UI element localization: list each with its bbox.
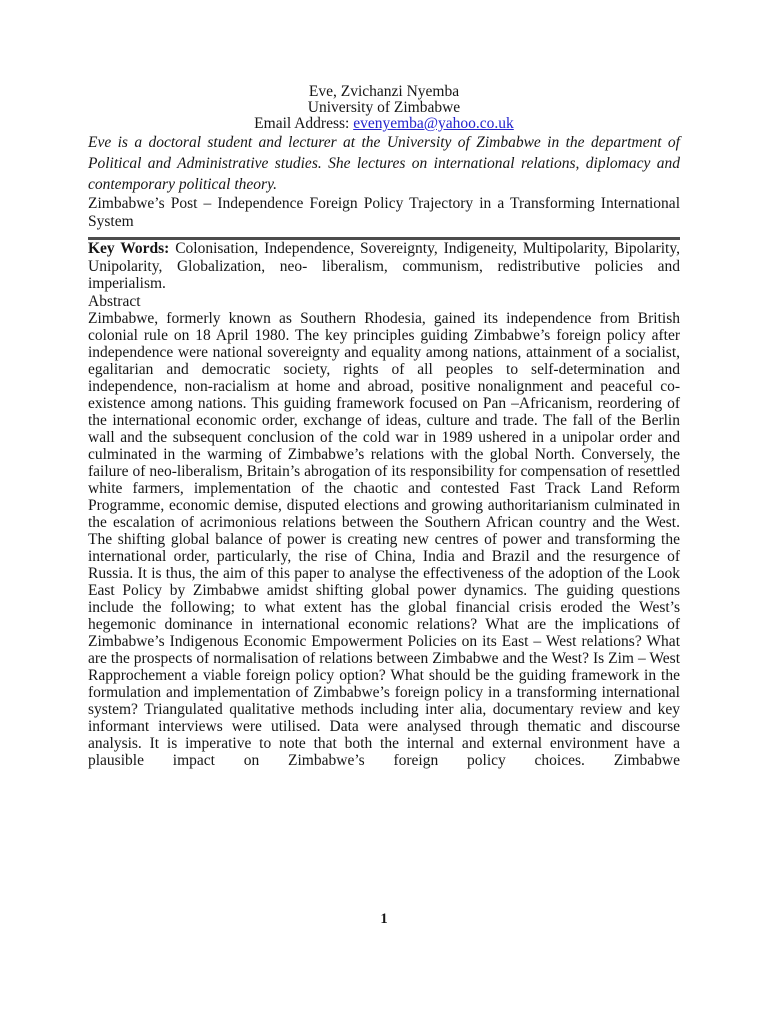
author-line: Eve, Zvichanzi Nyemba bbox=[308, 83, 460, 100]
keywords-label: Key Words: bbox=[88, 240, 176, 257]
keywords-text: Colonisation, Independence, Sovereignty, Indigeneity, Multipolarity, Bipolarity, Unipolarity, Globalization, neo- liberalism, communism, redistributive policies and imperialism. bbox=[88, 240, 680, 292]
author-bio: Eve is a doctoral student and lecturer at the University of Zimbabwe in the department of Political and Administrative studies. She lectures on international relations, diplomacy and contemporary political theory. bbox=[88, 134, 680, 193]
email-line bbox=[88, 116, 680, 132]
page-number: 1 bbox=[380, 911, 388, 927]
paper-title: Zimbabwe’s Post – Independence Foreign Policy Trajectory in a Transforming International System bbox=[88, 195, 680, 240]
abstract-paragraph: Zimbabwe, formerly known as Southern Rhodesia, gained its independence from British colonial rule on 18 April 1980. The key principles guiding Zimbabwe’s foreign policy after independence were national sovereignty and equality among nations, attainment of a socialist, egalitarian and democratic society, rights of all peoples to self-determination and independence, non-racialism at home and abroad, positive nonalignment and peaceful co-existence among nations. This guiding framework focused on Pan –Africanism, reordering of the international economic order, exchange of ideas, culture and trade. The fall of the Berlin wall and the subsequent conclusion of the cold war in 1989 ushered in a unipolar order and culminated in the warming of Zimbabwe’s relations with the global North. Conversely, the failure of neo-liberalism, Britain’s abrogation of its responsibility for compensation of resettled white farmers, implementation of the chaotic and contested Fast Track Land Reform Programme, economic demise, disputed elections and growing authoritarianism culminated in the escalation of acrimonious relations between the Southern African country and the West. The shifting global balance of power is creating new centres of power and transforming the international order, particularly, the rise of China, India and Brazil and the resurgence of Russia. It is thus, the aim of this paper to analyse the effectiveness of the adoption of the Look East Policy by Zimbabwe amidst shifting global power dynamics. The guiding questions include the following; to what extent has the global financial crisis eroded the West’s hegemonic dominance in international economic relations? What are the implications of Zimbabwe’s Indigenous Economic Empowerment Policies on its East – West relations? What are the prospects of normalisation of relations between Zimbabwe and the West? Is Zim – West Rapprochement a viable foreign policy option? What should be the guiding framework in the formulation and implementation of Zimbabwe’s foreign policy in a transforming international system? Triangulated qualitative methods including inter alia, documentary review and key informant interviews were utilised. Data were analysed through thematic and discourse analysis. It is imperative to note that both the internal and external environment have a plausible impact on Zimbabwe’s foreign policy choices. Zimbabwe bbox=[88, 309, 680, 769]
keywords-paragraph bbox=[88, 240, 680, 293]
affiliation-line: University of Zimbabwe bbox=[307, 99, 461, 116]
email-label: Email Address: bbox=[254, 115, 354, 132]
abstract-heading: Abstract bbox=[88, 292, 141, 310]
email-link[interactable]: evenyemba@yahoo.co.uk bbox=[353, 115, 514, 132]
